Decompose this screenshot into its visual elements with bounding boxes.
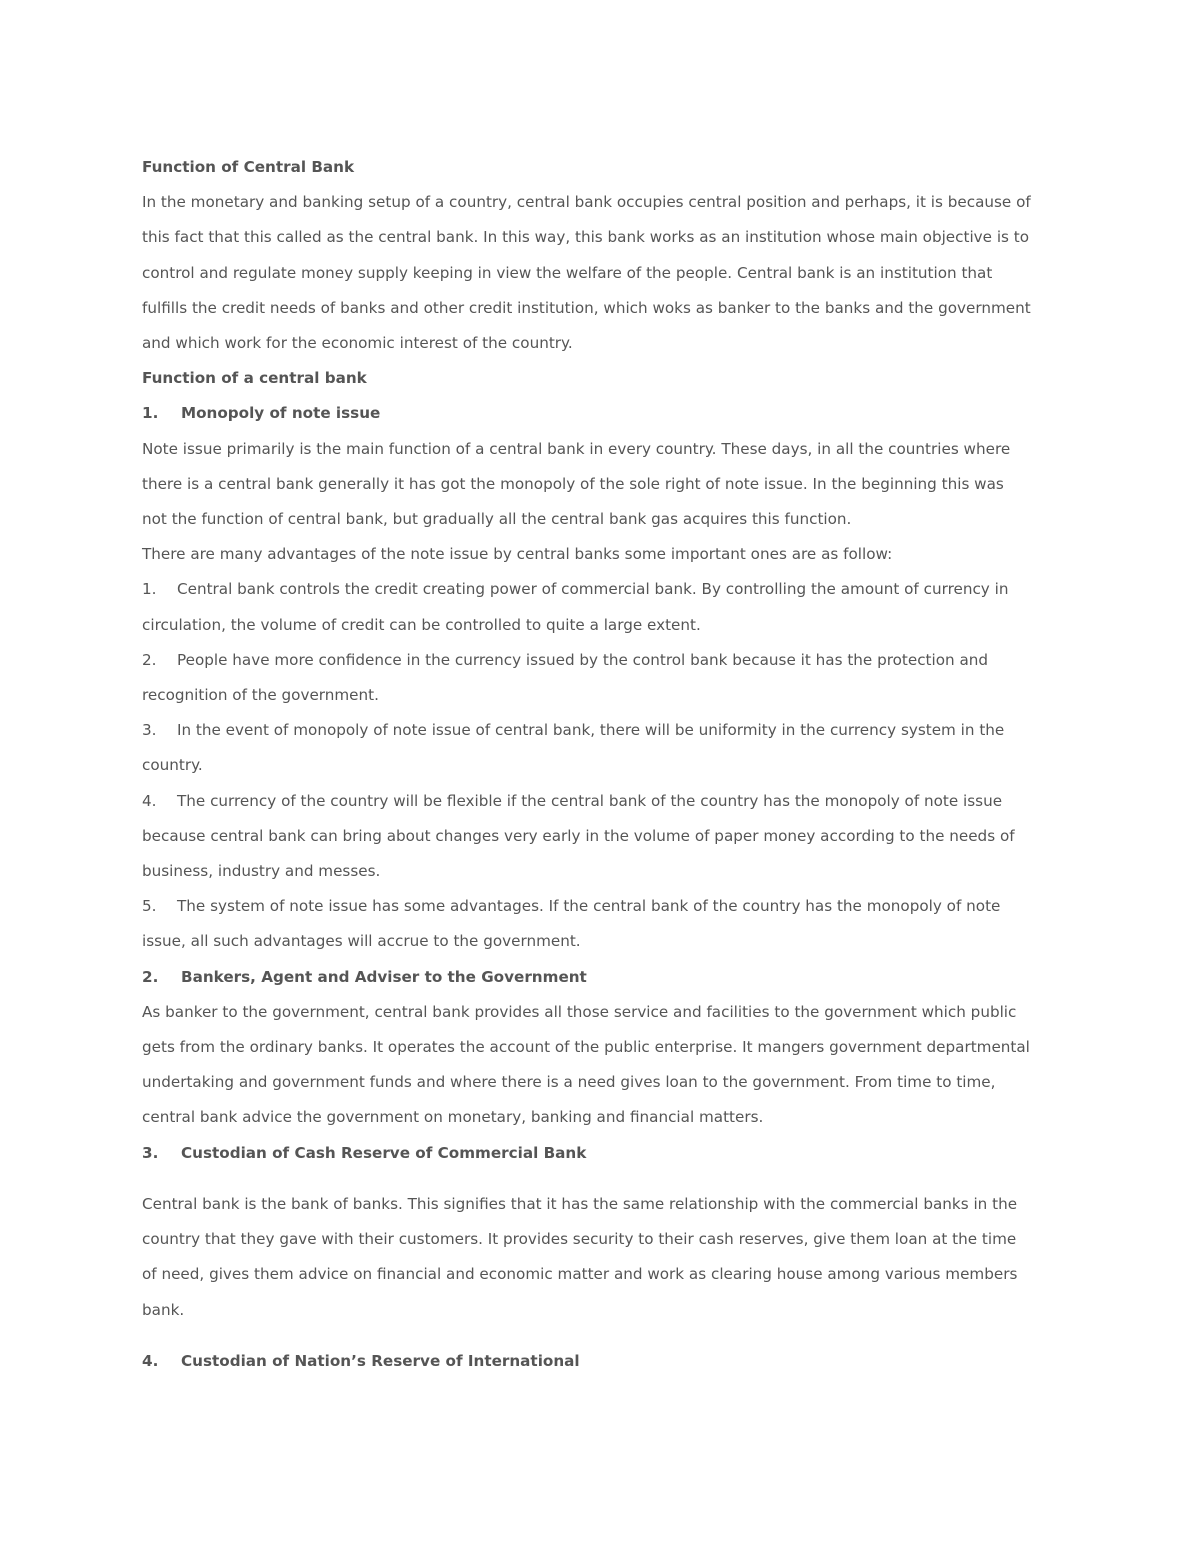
list-item-2-number: 2. bbox=[142, 650, 157, 669]
section-4-title: Custodian of Nation’s Reserve of International bbox=[181, 1351, 580, 1370]
subheading: Function of a central bank bbox=[142, 369, 367, 388]
list-item-3-cont: country. bbox=[142, 756, 203, 775]
section-3-line-4: bank. bbox=[142, 1300, 185, 1319]
list-item-2 bbox=[142, 643, 1072, 678]
section-1-number: 1. bbox=[142, 404, 159, 423]
section-2-line-2: gets from the ordinary banks. It operates the account of the public enterprise. It mangers government departmental bbox=[142, 1038, 1030, 1057]
intro-line-1: In the monetary and banking setup of a country, central bank occupies central position and perhaps, it is because of bbox=[142, 193, 1031, 212]
section-4-number: 4. bbox=[142, 1351, 159, 1370]
list-item-2-text: People have more confidence in the currency issued by the control bank because it has the protection and bbox=[177, 650, 989, 669]
intro-line-3: control and regulate money supply keeping in view the welfare of the people. Central bank is an institution that bbox=[142, 263, 993, 282]
list-item-4 bbox=[142, 784, 1072, 819]
section-2-number: 2. bbox=[142, 967, 159, 986]
list-item-3-text: In the event of monopoly of note issue of central bank, there will be uniformity in the currency system in the bbox=[177, 721, 1005, 740]
section-2-line-4: central bank advice the government on monetary, banking and financial matters. bbox=[142, 1108, 764, 1127]
list-item-3 bbox=[142, 713, 1072, 748]
intro-line-2: this fact that this called as the central bank. In this way, this bank works as an institution whose main objective is to bbox=[142, 228, 1030, 247]
section-3-line-2: country that they gave with their customers. It provides security to their cash reserves, give them loan at the time bbox=[142, 1230, 1017, 1249]
section-4-heading bbox=[142, 1344, 1072, 1379]
section-1-line-4: There are many advantages of the note issue by central banks some important ones are as follow: bbox=[142, 545, 893, 564]
section-3-title: Custodian of Cash Reserve of Commercial Bank bbox=[181, 1143, 587, 1162]
list-item-1 bbox=[142, 572, 1072, 607]
section-1-heading bbox=[142, 396, 1072, 431]
document-title: Function of Central Bank bbox=[142, 158, 355, 176]
intro-line-5: and which work for the economic interest of the country. bbox=[142, 334, 573, 353]
section-1-line-2: there is a central bank generally it has got the monopoly of the sole right of note issue. In the beginning this was bbox=[142, 474, 1004, 493]
section-1-line-1: Note issue primarily is the main function of a central bank in every country. These days, in all the countries where bbox=[142, 439, 1011, 458]
section-2-heading bbox=[142, 960, 1072, 995]
list-item-5 bbox=[142, 889, 1072, 924]
section-2-line-3: undertaking and government funds and where there is a need gives loan to the government. From time to time, bbox=[142, 1073, 996, 1092]
list-item-5-text: The system of note issue has some advantages. If the central bank of the country has the monopoly of note bbox=[177, 897, 1001, 916]
section-2-line-1: As banker to the government, central bank provides all those service and facilities to the government which public bbox=[142, 1002, 1017, 1021]
section-3-line-3: of need, gives them advice on financial and economic matter and work as clearing house among various members bbox=[142, 1265, 1018, 1284]
list-item-4-number: 4. bbox=[142, 791, 157, 810]
list-item-5-cont: issue, all such advantages will accrue to the government. bbox=[142, 932, 581, 951]
list-item-4-cont: because central bank can bring about changes very early in the volume of paper money according to the needs of bbox=[142, 826, 1015, 845]
section-1-title: Monopoly of note issue bbox=[181, 404, 381, 423]
list-item-3-number: 3. bbox=[142, 721, 157, 740]
section-2-title: Bankers, Agent and Adviser to the Government bbox=[181, 967, 587, 986]
list-item-2-cont: recognition of the government. bbox=[142, 686, 379, 705]
list-item-4-cont-2: business, industry and messes. bbox=[142, 862, 381, 881]
section-3-number: 3. bbox=[142, 1143, 159, 1162]
list-item-1-number: 1. bbox=[142, 580, 157, 599]
section-1-line-3: not the function of central bank, but gradually all the central bank gas acquires this function. bbox=[142, 510, 852, 529]
section-3-heading bbox=[142, 1136, 1072, 1171]
section-3-line-1: Central bank is the bank of banks. This signifies that it has the same relationship with the commercial banks in the bbox=[142, 1194, 1018, 1213]
list-item-5-number: 5. bbox=[142, 897, 157, 916]
list-item-1-cont: circulation, the volume of credit can be controlled to quite a large extent. bbox=[142, 615, 701, 634]
list-item-4-text: The currency of the country will be flexible if the central bank of the country has the monopoly of note issue bbox=[177, 791, 1003, 810]
document-page bbox=[142, 150, 1072, 1379]
list-item-1-text: Central bank controls the credit creating power of commercial bank. By controlling the amount of currency in bbox=[177, 580, 1009, 599]
intro-line-4: fulfills the credit needs of banks and other credit institution, which woks as banker to the banks and the government bbox=[142, 298, 1031, 317]
